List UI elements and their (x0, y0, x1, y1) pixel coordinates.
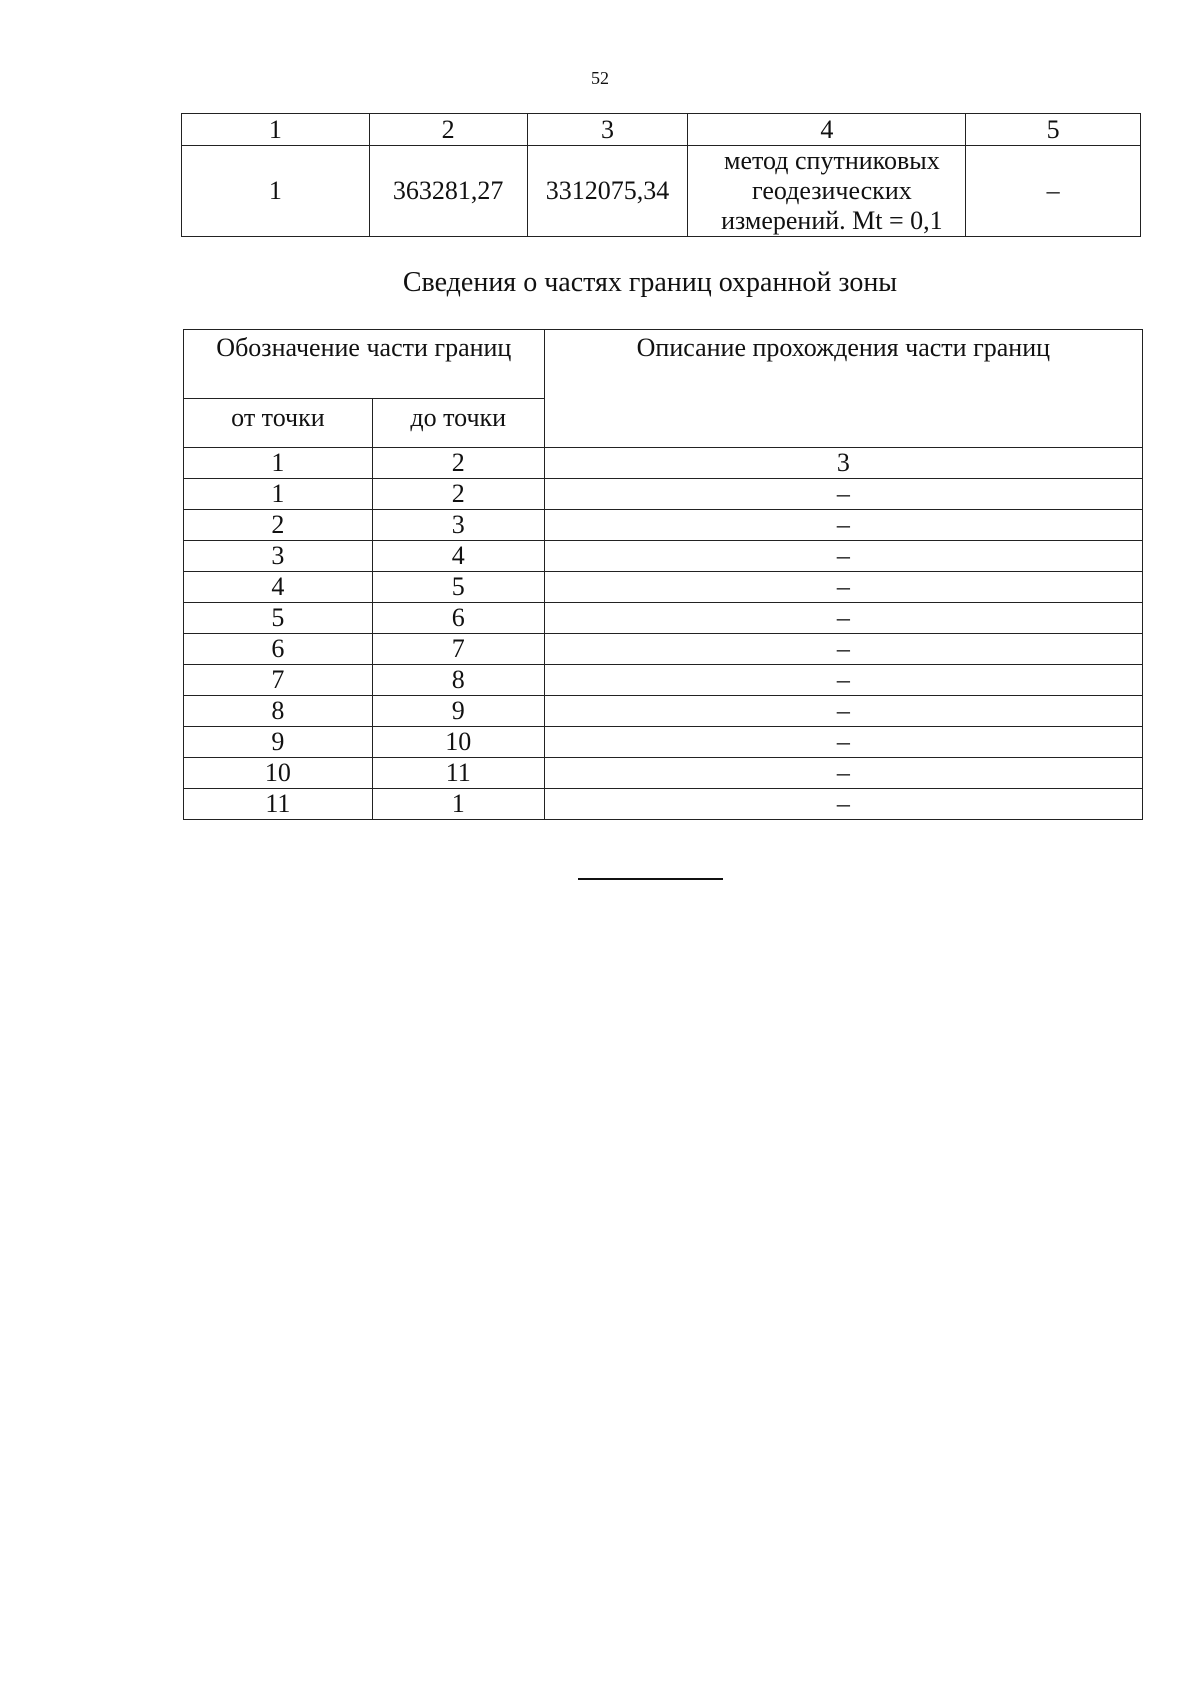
table-row (184, 758, 1143, 789)
column-number-cell: 4 (688, 114, 966, 146)
description-cell: – (544, 541, 1142, 572)
description-cell: – (544, 603, 1142, 634)
table-row (184, 510, 1143, 541)
column-number-cell: 1 (184, 448, 373, 479)
y-coordinate-cell: 3312075,34 (527, 146, 688, 237)
table-row (184, 603, 1143, 634)
coordinates-header-row (182, 114, 1141, 146)
to-point-cell: 1 (372, 789, 544, 820)
from-point-cell: 6 (184, 634, 373, 665)
table-row (184, 541, 1143, 572)
from-point-header: от точки (184, 399, 373, 448)
to-point-header: до точки (372, 399, 544, 448)
column-number-cell: 3 (544, 448, 1142, 479)
to-point-cell: 9 (372, 696, 544, 727)
table-row (184, 634, 1143, 665)
description-cell: – (544, 479, 1142, 510)
to-point-cell: 7 (372, 634, 544, 665)
to-point-cell: 3 (372, 510, 544, 541)
description-cell: – (544, 696, 1142, 727)
description-cell: – (544, 758, 1142, 789)
closing-rule (578, 878, 723, 880)
column-number-cell: 5 (966, 114, 1141, 146)
point-number-cell: 1 (182, 146, 370, 237)
method-cell (688, 146, 966, 237)
to-point-cell: 11 (372, 758, 544, 789)
method-line: метод спутниковых (724, 146, 940, 175)
table-row (182, 146, 1141, 237)
from-point-cell: 8 (184, 696, 373, 727)
table-row (184, 727, 1143, 758)
column-number-cell: 3 (527, 114, 688, 146)
from-point-cell: 2 (184, 510, 373, 541)
table-row (184, 479, 1143, 510)
table-row (184, 696, 1143, 727)
section-title: Сведения о частях границ охранной зоны (402, 267, 898, 298)
page-number: 52 (591, 68, 609, 88)
to-point-cell: 2 (372, 479, 544, 510)
to-point-cell: 10 (372, 727, 544, 758)
column-number-cell: 1 (182, 114, 370, 146)
column-number-row (184, 448, 1143, 479)
to-point-cell: 8 (372, 665, 544, 696)
method-line: измерений. Mt = 0,1 (721, 206, 943, 235)
description-cell: – (544, 572, 1142, 603)
description-cell: – (966, 146, 1141, 237)
from-point-cell: 1 (184, 479, 373, 510)
designation-header: Обозначение части границ (184, 330, 545, 399)
from-point-cell: 3 (184, 541, 373, 572)
column-number-cell: 2 (369, 114, 527, 146)
description-cell: – (544, 634, 1142, 665)
table-row (184, 789, 1143, 820)
table-row (184, 572, 1143, 603)
to-point-cell: 4 (372, 541, 544, 572)
from-point-cell: 10 (184, 758, 373, 789)
description-cell: – (544, 789, 1142, 820)
x-coordinate-cell: 363281,27 (369, 146, 527, 237)
description-cell: – (544, 665, 1142, 696)
table-row (184, 665, 1143, 696)
to-point-cell: 5 (372, 572, 544, 603)
from-point-cell: 4 (184, 572, 373, 603)
from-point-cell: 5 (184, 603, 373, 634)
method-line: геодезических (752, 176, 912, 205)
coordinates-table (181, 113, 1141, 237)
from-point-cell: 11 (184, 789, 373, 820)
description-cell: – (544, 510, 1142, 541)
from-point-cell: 7 (184, 665, 373, 696)
boundary-parts-table (183, 329, 1143, 820)
column-number-cell: 2 (372, 448, 544, 479)
to-point-cell: 6 (372, 603, 544, 634)
description-header: Описание прохождения части границ (544, 330, 1142, 448)
description-cell: – (544, 727, 1142, 758)
from-point-cell: 9 (184, 727, 373, 758)
